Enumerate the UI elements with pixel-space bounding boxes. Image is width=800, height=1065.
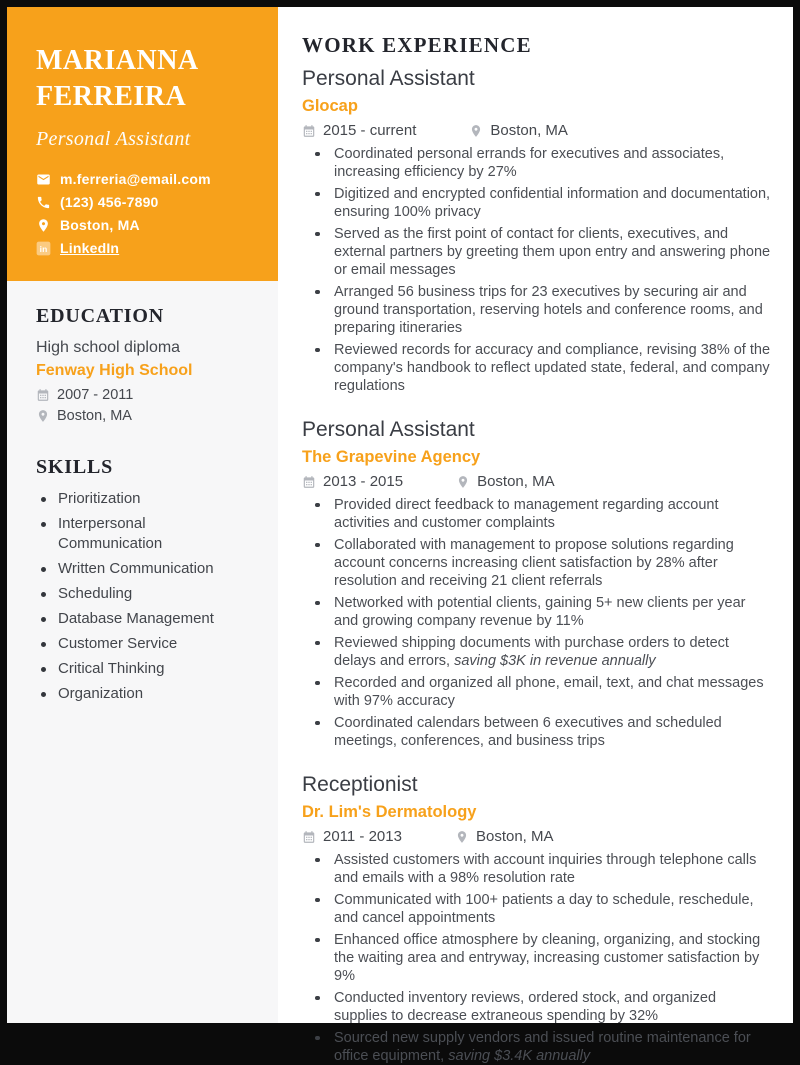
education-location: Boston, MA [57,408,132,424]
location-icon [455,830,469,844]
education-section [7,281,278,424]
job-meta-row [302,827,773,846]
skills-heading: SKILLS [36,456,114,478]
education-location-row [36,408,252,424]
job-dates: 2015 - current [323,122,417,139]
education-heading: EDUCATION [36,305,164,327]
job-bullet: Reviewed records for accuracy and compliance, revising 38% of the company's handbook to reflect updated state, federal, and company regulations [302,341,773,395]
skill-item: Database Management [36,609,252,629]
skills-section [7,424,278,704]
job-entry [302,771,773,1065]
skill-item: Written Communication [36,559,252,579]
sidebar [7,7,278,1023]
education-degree: High school diploma [36,339,181,356]
job-bullet: Arranged 56 business trips for 23 executives by securing air and ground transportation, reserving hotels and conference rooms, and preparing itineraries [302,283,773,337]
contact-email-text: m.ferreria@email.com [60,171,211,187]
job-bullet-list [302,851,773,1065]
skill-item: Organization [36,684,252,704]
location-icon [36,218,51,233]
job-title: Personal Assistant [302,418,475,441]
svg-text:in: in [39,243,48,254]
location-icon [469,124,483,138]
job-bullet: Reviewed shipping documents with purchase orders to detect delays and errors, saving $3K in revenue annually [302,634,773,670]
job-bullet: Sourced new supply vendors and issued routine maintenance for office equipment, saving $3.4K annually [302,1029,773,1065]
education-school: Fenway High School [36,362,193,379]
contact-list [36,171,252,256]
job-bullet: Provided direct feedback to management regarding account activities and customer complaints [302,496,773,532]
contact-email-row [36,171,252,187]
candidate-title: Personal Assistant [36,128,191,150]
skills-list [36,489,252,704]
contact-location-text: Boston, MA [60,217,140,233]
skill-item: Scheduling [36,584,252,604]
skill-item: Customer Service [36,634,252,654]
phone-icon [36,195,51,210]
job-bullet-list [302,145,773,395]
job-bullet-list [302,496,773,750]
job-entry [302,416,773,750]
calendar-icon [302,830,316,844]
company-name: Glocap [302,97,358,115]
work-experience-heading: WORK EXPERIENCE [302,33,532,57]
education-dates-row [36,387,252,403]
linkedin-link[interactable]: LinkedIn [60,240,120,256]
job-bullet: Digitized and encrypted confidential information and documentation, ensuring 100% privacy [302,185,773,221]
location-icon [36,409,50,423]
job-bullet: Conducted inventory reviews, ordered stock, and organized supplies to decrease extraneous spending by 32% [302,989,773,1025]
job-meta-row [302,472,773,491]
contact-phone-text: (123) 456-7890 [60,194,159,210]
job-dates: 2011 - 2013 [323,828,402,845]
job-bullet: Collaborated with management to propose solutions regarding account concerns increasing client satisfaction by 28% after resolution and receiving 21 client referrals [302,536,773,590]
job-location: Boston, MA [475,828,554,845]
job-entry [302,65,773,395]
company-name: The Grapevine Agency [302,448,481,466]
job-bullet: Assisted customers with account inquiries through telephone calls and emails with a 98% resolution rate [302,851,773,887]
job-meta-row [302,121,773,140]
job-dates: 2013 - 2015 [323,473,404,490]
contact-location-row [36,217,252,233]
job-title: Receptionist [302,773,418,796]
location-icon [456,475,470,489]
job-bullet: Networked with potential clients, gaining 5+ new clients per year and growing company revenue by 11% [302,594,773,630]
candidate-name: MARIANNA FERREIRA [36,45,198,112]
company-name: Dr. Lim's Dermatology [302,803,477,821]
linkedin-icon [36,241,51,256]
calendar-icon [36,388,50,402]
skill-item: Critical Thinking [36,659,252,679]
job-location: Boston, MA [477,473,555,490]
main-column [278,7,793,1064]
education-dates: 2007 - 2011 [57,387,134,403]
job-bullet: Enhanced office atmosphere by cleaning, organizing, and stocking the waiting area and entryway, increasing customer satisfaction by 9% [302,931,773,985]
job-title: Personal Assistant [302,67,475,90]
job-bullet: Communicated with 100+ patients a day to schedule, reschedule, and cancel appointments [302,891,773,927]
job-bullet: Coordinated personal errands for executives and associates, increasing efficiency by 27% [302,145,773,181]
resume-page [7,7,793,1064]
job-location: Boston, MA [490,122,568,139]
skill-item: Prioritization [36,489,252,509]
job-bullet: Coordinated calendars between 6 executives and scheduled meetings, conferences, and business trips [302,714,773,750]
contact-linkedin-row [36,240,252,256]
job-bullet: Recorded and organized all phone, email, text, and chat messages with 97% accuracy [302,674,773,710]
calendar-icon [302,475,316,489]
skill-item: Interpersonal Communication [36,514,252,554]
calendar-icon [302,124,316,138]
job-bullet: Served as the first point of contact for clients, executives, and external partners by greeting them upon entry and answering phone or email messages [302,225,773,279]
contact-phone-row [36,194,252,210]
email-icon [36,172,51,187]
header-block [7,7,278,281]
